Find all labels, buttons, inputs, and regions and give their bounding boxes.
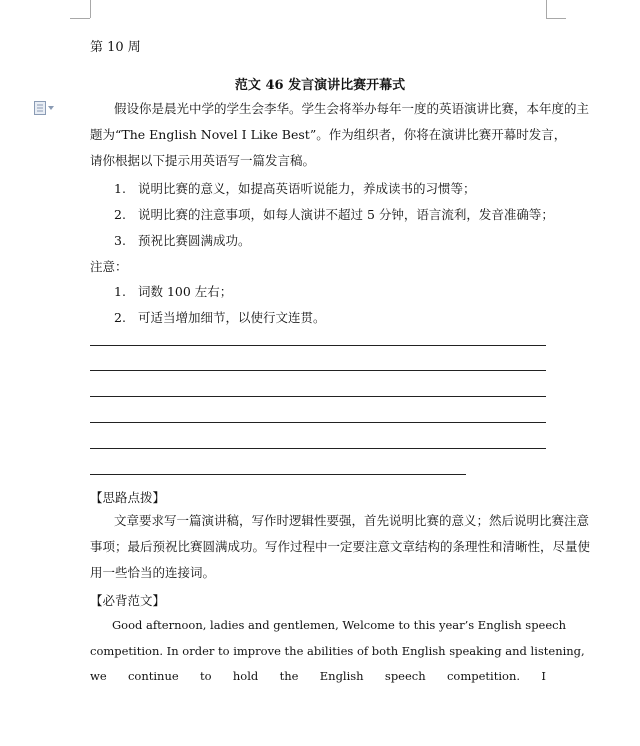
sample-word: I — [541, 669, 546, 683]
sample-word: speech — [384, 669, 426, 683]
crop-mark-top-right-h — [546, 18, 566, 19]
paste-options-icon[interactable] — [34, 101, 54, 115]
sample-word: to — [200, 669, 212, 683]
writing-line — [90, 474, 466, 475]
sample-word: hold — [232, 669, 259, 683]
writing-line — [90, 448, 546, 449]
list-item-number: 1. — [114, 181, 126, 196]
notes-label: 注意： — [90, 259, 128, 274]
analysis-heading: 【思路点拨】 — [90, 490, 166, 505]
page-title: 范文 46 发言演讲比赛开幕式 — [234, 78, 406, 93]
sample-line-2: competition. In order to improve the abilities of both English speaking and listening, — [90, 644, 585, 658]
list-item-number: 2. — [114, 207, 126, 222]
prompt-line-1: 假设你是晨光中学的学生会李华。学生会将举办每年一度的英语演讲比赛，本年度的主 — [114, 101, 590, 116]
list-item-text: 可适当增加细节，以使行文连贯。 — [138, 310, 326, 325]
crop-mark-top-left-h — [70, 18, 90, 19]
list-item-text: 词数 100 左右； — [138, 284, 233, 299]
list-item-number: 2. — [114, 310, 126, 325]
list-item — [114, 179, 476, 197]
analysis-line-1: 文章要求写一篇演讲稿，写作时逻辑性要强，首先说明比赛的意义；然后说明比赛注意 — [114, 513, 590, 528]
prompt-paragraph — [90, 96, 590, 174]
prompt-line-3: 请你根据以下提示用英语写一篇发言稿。 — [90, 153, 316, 168]
writing-line — [90, 345, 546, 346]
writing-line — [90, 370, 546, 371]
list-item — [114, 231, 251, 249]
list-item-number: 1. — [114, 284, 126, 299]
sample-line-3 — [90, 669, 546, 683]
sample-word: we — [90, 669, 107, 683]
analysis-line-2: 事项；最后预祝比赛圆满成功。写作过程中一定要注意文章结构的条理性和清晰性，尽量使 — [90, 539, 591, 554]
sample-word: competition. — [446, 669, 521, 683]
list-item — [114, 205, 554, 223]
list-item-number: 3. — [114, 233, 126, 248]
list-item — [114, 308, 326, 326]
week-label: 第 10 周 — [90, 40, 141, 55]
writing-line — [90, 422, 546, 423]
analysis-line-3: 用一些恰当的连接词。 — [90, 565, 216, 580]
sample-heading: 【必背范文】 — [90, 593, 166, 608]
list-item — [114, 282, 232, 300]
sample-line-1: Good afternoon, ladies and gentlemen, Welcome to this year’s English speech — [112, 618, 567, 632]
analysis-paragraph — [90, 508, 591, 586]
sample-word: English — [319, 669, 364, 683]
prompt-line-2: 题为“The English Novel I Like Best”。作为组织者，你将在演讲比赛开幕时发言， — [90, 127, 567, 142]
crop-mark-top-right-v — [546, 0, 547, 18]
list-item-text: 说明比赛的意义，如提高英语听说能力，养成读书的习惯等； — [138, 181, 476, 196]
crop-mark-top-left-v — [90, 0, 91, 18]
sample-word: the — [279, 669, 299, 683]
list-item-text: 说明比赛的注意事项，如每人演讲不超过 5 分钟，语言流利，发音准确等； — [138, 207, 554, 222]
sample-word: continue — [127, 669, 179, 683]
writing-line — [90, 396, 546, 397]
list-item-text: 预祝比赛圆满成功。 — [138, 233, 251, 248]
